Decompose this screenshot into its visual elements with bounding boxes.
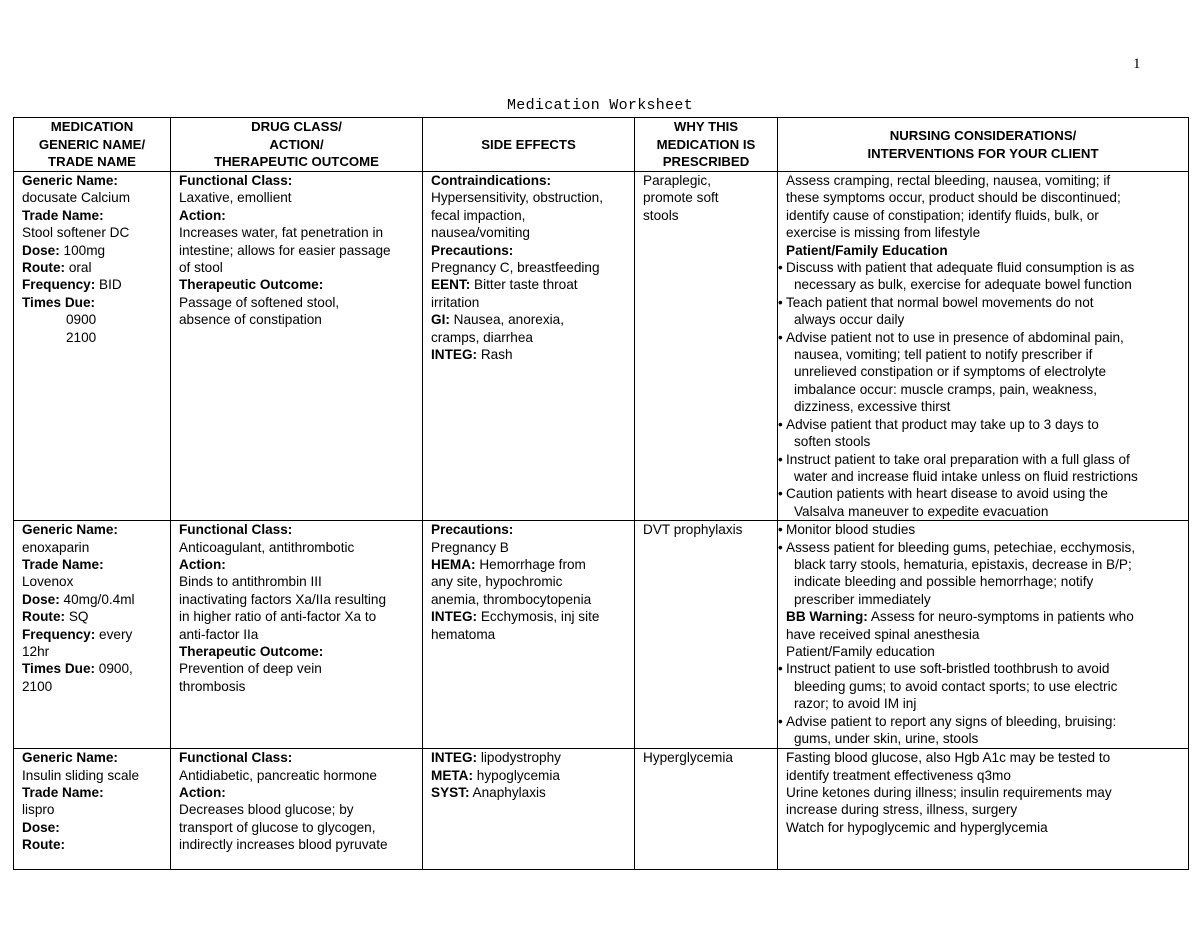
table-row xyxy=(14,749,1189,870)
frequency-value: 12hr xyxy=(22,643,50,659)
warning-label: BB Warning: xyxy=(786,609,868,625)
nursing-cell xyxy=(778,749,1189,870)
header-text: DRUG CLASS/ xyxy=(251,119,342,135)
side-effect-text: Pregnancy B xyxy=(431,539,509,555)
warning-text: have received spinal anesthesia xyxy=(786,626,980,642)
side-effects-cell xyxy=(423,749,635,870)
nursing-text: identify treatment effectiveness q3mo xyxy=(786,767,1011,783)
header-text: MEDICATION IS xyxy=(656,136,756,152)
functional-class-value: Antidiabetic, pancreatic hormone xyxy=(179,767,377,783)
side-effect-label: INTEG: xyxy=(431,347,478,363)
why-text: DVT prophylaxis xyxy=(643,522,743,538)
side-effect-text: Nausea, anorexia, xyxy=(449,312,564,328)
dose-line xyxy=(22,591,166,608)
bullet-text: Instruct patient to use soft-bristled toothbrush to avoid xyxy=(786,661,1110,677)
frequency-label: Frequency: xyxy=(22,626,96,642)
bullet-text: soften stools xyxy=(794,434,871,450)
trade-name: Lovenox xyxy=(22,574,74,590)
trade-name: Stool softener DC xyxy=(22,225,130,241)
action-text: of stool xyxy=(179,260,223,276)
header-text: TRADE NAME xyxy=(48,154,136,170)
nursing-text: these symptoms occur, product should be discontinued; xyxy=(786,190,1121,206)
functional-class-label: Functional Class: xyxy=(179,750,293,766)
side-effect-text: Pregnancy C, breastfeeding xyxy=(431,260,600,276)
route-label: Route: xyxy=(22,837,66,853)
bullet-text: Monitor blood studies xyxy=(786,522,916,538)
generic-name: docusate Calcium xyxy=(22,190,131,206)
generic-label: Generic Name: xyxy=(22,173,118,188)
action-label: Action: xyxy=(179,556,226,572)
why-prescribed-cell xyxy=(635,749,778,870)
why-text: Hyperglycemia xyxy=(643,750,733,766)
drug-class-cell xyxy=(171,172,423,521)
header-text: WHY THIS xyxy=(673,119,739,135)
why-text: promote soft xyxy=(643,190,719,206)
side-effect-text: Ecchymosis, inj site xyxy=(477,609,600,625)
black-box-warning xyxy=(786,608,1184,625)
side-effect-label: Precautions: xyxy=(431,242,514,258)
why-prescribed-cell xyxy=(635,172,778,521)
action-text: Decreases blood glucose; by xyxy=(179,802,354,818)
dose-value: 40mg/0.4ml xyxy=(59,591,135,607)
side-effect-line xyxy=(431,767,630,784)
nursing-text: Urine ketones during illness; insulin requirements may xyxy=(786,784,1112,800)
route-value: SQ xyxy=(65,609,89,625)
functional-class-value: Anticoagulant, antithrombotic xyxy=(179,539,355,555)
time-value: 0900, xyxy=(95,661,133,677)
frequency-label: Frequency: xyxy=(22,277,96,293)
dose-label: Dose: xyxy=(22,819,60,835)
bullet-text: nausea, vomiting; tell patient to notify prescriber if xyxy=(794,347,1093,363)
nursing-text: increase during stress, illness, surgery xyxy=(786,802,1018,818)
medication-table xyxy=(13,117,1189,870)
bullet-text: Caution patients with heart disease to avoid using the xyxy=(786,486,1108,502)
bullet-text: water and increase fluid intake unless on fluid restrictions xyxy=(794,468,1138,484)
side-effect-text: nausea/vomiting xyxy=(431,225,530,241)
functional-class-label: Functional Class: xyxy=(179,522,293,538)
bullet-text: imbalance occur: muscle cramps, pain, weakness, xyxy=(794,381,1097,397)
bullet-text: Valsalva maneuver to expedite evacuation xyxy=(794,503,1049,519)
time-value: 2100 xyxy=(22,678,53,694)
medication-cell xyxy=(14,521,171,749)
route-label: Route: xyxy=(22,260,66,276)
bullet-text: black tarry stools, hematuria, epistaxis, decrease in B/P; xyxy=(794,556,1132,572)
header-text: INTERVENTIONS FOR YOUR CLIENT xyxy=(867,145,1099,161)
bullet-icon: • xyxy=(778,713,783,729)
bullet-text: bleeding gums; to avoid contact sports; to use electric xyxy=(794,678,1118,694)
dose-line xyxy=(22,242,166,259)
bullet-item xyxy=(778,416,1184,433)
side-effect-text: Anaphylaxis xyxy=(469,784,546,800)
side-effect-line xyxy=(431,784,630,801)
nursing-text: exercise is missing from lifestyle xyxy=(786,225,981,241)
bullet-item xyxy=(778,713,1184,730)
outcome-label: Therapeutic Outcome: xyxy=(179,277,324,293)
education-heading: Patient/Family education xyxy=(786,643,935,659)
header-why-prescribed xyxy=(635,118,778,172)
bullet-item xyxy=(778,329,1184,346)
side-effect-line xyxy=(431,346,630,363)
bullet-icon: • xyxy=(778,522,783,538)
action-text: Increases water, fat penetration in xyxy=(179,225,384,241)
bullet-icon: • xyxy=(778,539,783,555)
bullet-item xyxy=(778,259,1184,276)
side-effect-label: EENT: xyxy=(431,277,471,293)
side-effect-line xyxy=(431,556,630,573)
outcome-label: Therapeutic Outcome: xyxy=(179,643,324,659)
nursing-text: identify cause of constipation; identify fluids, bulk, or xyxy=(786,207,1099,223)
trade-name: lispro xyxy=(22,802,55,818)
bullet-text: prescriber immediately xyxy=(794,591,931,607)
header-text: NURSING CONSIDERATIONS/ xyxy=(889,128,1077,144)
bullet-text: Assess patient for bleeding gums, petechiae, ecchymosis, xyxy=(786,539,1136,555)
bullet-text: Advise patient not to use in presence of abdominal pain, xyxy=(786,329,1124,345)
generic-name: enoxaparin xyxy=(22,539,90,555)
times-line xyxy=(22,660,166,677)
side-effect-text: lipodystrophy xyxy=(477,750,561,766)
side-effect-text: Hemorrhage from xyxy=(475,556,586,572)
side-effect-label: INTEG: xyxy=(431,750,478,766)
medication-cell xyxy=(14,749,171,870)
side-effect-label: META: xyxy=(431,767,474,783)
frequency-value: every xyxy=(95,626,133,642)
bullet-text: Instruct patient to take oral preparation with a full glass of xyxy=(786,451,1130,467)
header-text: SIDE EFFECTS xyxy=(481,136,576,152)
side-effect-text: fecal impaction, xyxy=(431,207,526,223)
action-text: Binds to antithrombin III xyxy=(179,574,322,590)
bullet-text: unrelieved constipation or if symptoms of electrolyte xyxy=(794,364,1107,380)
why-text: Paraplegic, xyxy=(643,173,712,188)
outcome-text: Passage of softened stool, xyxy=(179,294,340,310)
frequency-value: BID xyxy=(95,277,122,293)
education-heading: Patient/Family Education xyxy=(786,242,948,258)
bullet-item xyxy=(778,485,1184,502)
action-text: inactivating factors Xa/IIa resulting xyxy=(179,591,387,607)
header-text: GENERIC NAME/ xyxy=(38,136,146,152)
side-effect-text: Bitter taste throat xyxy=(470,277,578,293)
nursing-text: Watch for hypoglycemic and hyperglycemia xyxy=(786,819,1048,835)
nursing-text: Assess cramping, rectal bleeding, nausea, vomiting; if xyxy=(786,173,1111,188)
header-nursing xyxy=(778,118,1189,172)
side-effect-line xyxy=(431,749,630,766)
side-effect-text: hypoglycemia xyxy=(473,767,560,783)
generic-label: Generic Name: xyxy=(22,522,118,538)
why-text: stools xyxy=(643,207,679,223)
bullet-text: razor; to avoid IM inj xyxy=(794,696,917,712)
side-effect-label: SYST: xyxy=(431,784,470,800)
medication-cell xyxy=(14,172,171,521)
action-label: Action: xyxy=(179,784,226,800)
nursing-cell xyxy=(778,172,1189,521)
dose-value: 100mg xyxy=(59,242,106,258)
bullet-item xyxy=(778,660,1184,677)
side-effect-text: irritation xyxy=(431,294,480,310)
bullet-icon: • xyxy=(778,294,783,310)
dose-label: Dose: xyxy=(22,242,60,258)
bullet-text: necessary as bulk, exercise for adequate bowel function xyxy=(794,277,1132,293)
bullet-text: indicate bleeding and possible hemorrhage; notify xyxy=(794,574,1094,590)
action-text: transport of glucose to glycogen, xyxy=(179,819,376,835)
side-effects-cell xyxy=(423,521,635,749)
table-row xyxy=(14,521,1189,749)
side-effect-text: cramps, diarrhea xyxy=(431,329,533,345)
functional-class-value: Laxative, emollient xyxy=(179,190,292,206)
bullet-text: Advise patient that product may take up to 3 days to xyxy=(786,416,1099,432)
why-prescribed-cell xyxy=(635,521,778,749)
route-label: Route: xyxy=(22,609,66,625)
generic-name: Insulin sliding scale xyxy=(22,767,140,783)
frequency-line xyxy=(22,276,166,293)
bullet-text: dizziness, excessive thirst xyxy=(794,399,951,415)
bullet-icon: • xyxy=(778,661,783,677)
bullet-text: Discuss with patient that adequate fluid consumption is as xyxy=(786,260,1135,276)
side-effect-label: Precautions: xyxy=(431,522,514,538)
action-text: in higher ratio of anti-factor Xa to xyxy=(179,609,377,625)
side-effects-cell xyxy=(423,172,635,521)
side-effect-text: anemia, thrombocytopenia xyxy=(431,591,592,607)
side-effect-text: any site, hypochromic xyxy=(431,574,563,590)
page-number: 1 xyxy=(1133,56,1141,72)
times-label: Times Due: xyxy=(22,661,96,677)
time-value: 2100 xyxy=(66,329,97,345)
bullet-item xyxy=(778,521,1184,538)
side-effect-line xyxy=(431,311,630,328)
bullet-item xyxy=(778,294,1184,311)
drug-class-cell xyxy=(171,521,423,749)
bullet-text: gums, under skin, urine, stools xyxy=(794,731,979,746)
table-row xyxy=(14,172,1189,521)
bullet-icon: • xyxy=(778,486,783,502)
header-text: MEDICATION xyxy=(50,119,134,135)
outcome-text: Prevention of deep vein xyxy=(179,661,322,677)
bullet-icon: • xyxy=(778,329,783,345)
generic-label: Generic Name: xyxy=(22,750,118,766)
bullet-icon: • xyxy=(778,260,783,276)
bullet-text: Advise patient to report any signs of bleeding, bruising: xyxy=(786,713,1117,729)
worksheet-title: Medication Worksheet xyxy=(506,97,694,114)
bullet-icon: • xyxy=(778,451,783,467)
route-line xyxy=(22,608,166,625)
bullet-text: always occur daily xyxy=(794,312,905,328)
time-value: 0900 xyxy=(66,312,97,328)
outcome-text: absence of constipation xyxy=(179,312,322,328)
action-label: Action: xyxy=(179,207,226,223)
side-effect-label: INTEG: xyxy=(431,609,478,625)
header-side-effects xyxy=(423,118,635,172)
trade-label: Trade Name: xyxy=(22,784,104,800)
side-effect-text: Rash xyxy=(477,347,513,363)
header-row xyxy=(14,118,1189,172)
header-text: ACTION/ xyxy=(269,136,324,152)
bullet-icon: • xyxy=(778,416,783,432)
side-effect-line xyxy=(431,276,630,293)
side-effect-line xyxy=(431,608,630,625)
header-text: PRESCRIBED xyxy=(662,154,750,170)
side-effect-label: GI: xyxy=(431,312,450,328)
frequency-line xyxy=(22,626,166,643)
side-effect-label: Contraindications: xyxy=(431,173,552,188)
trade-label: Trade Name: xyxy=(22,556,104,572)
action-text: intestine; allows for easier passage xyxy=(179,242,391,258)
side-effect-text: hematoma xyxy=(431,626,496,642)
drug-class-cell xyxy=(171,749,423,870)
header-medication xyxy=(14,118,171,172)
side-effect-label: HEMA: xyxy=(431,556,476,572)
trade-label: Trade Name: xyxy=(22,207,104,223)
functional-class-label: Functional Class: xyxy=(179,173,293,188)
action-text: anti-factor IIa xyxy=(179,626,259,642)
route-value: oral xyxy=(65,260,92,276)
header-text: THERAPEUTIC OUTCOME xyxy=(214,154,379,170)
nursing-text: Fasting blood glucose, also Hgb A1c may be tested to xyxy=(786,750,1111,766)
bullet-item xyxy=(778,451,1184,468)
side-effect-text: Hypersensitivity, obstruction, xyxy=(431,190,603,206)
bullet-text: Teach patient that normal bowel movements do not xyxy=(786,294,1094,310)
header-drug-class xyxy=(171,118,423,172)
action-text: indirectly increases blood pyruvate xyxy=(179,837,388,853)
times-label: Times Due: xyxy=(22,294,96,310)
warning-text: Assess for neuro-symptoms in patients who xyxy=(867,609,1134,625)
outcome-text: thrombosis xyxy=(179,678,246,694)
bullet-item xyxy=(778,539,1184,556)
route-line xyxy=(22,259,166,276)
dose-label: Dose: xyxy=(22,591,60,607)
nursing-cell xyxy=(778,521,1189,749)
